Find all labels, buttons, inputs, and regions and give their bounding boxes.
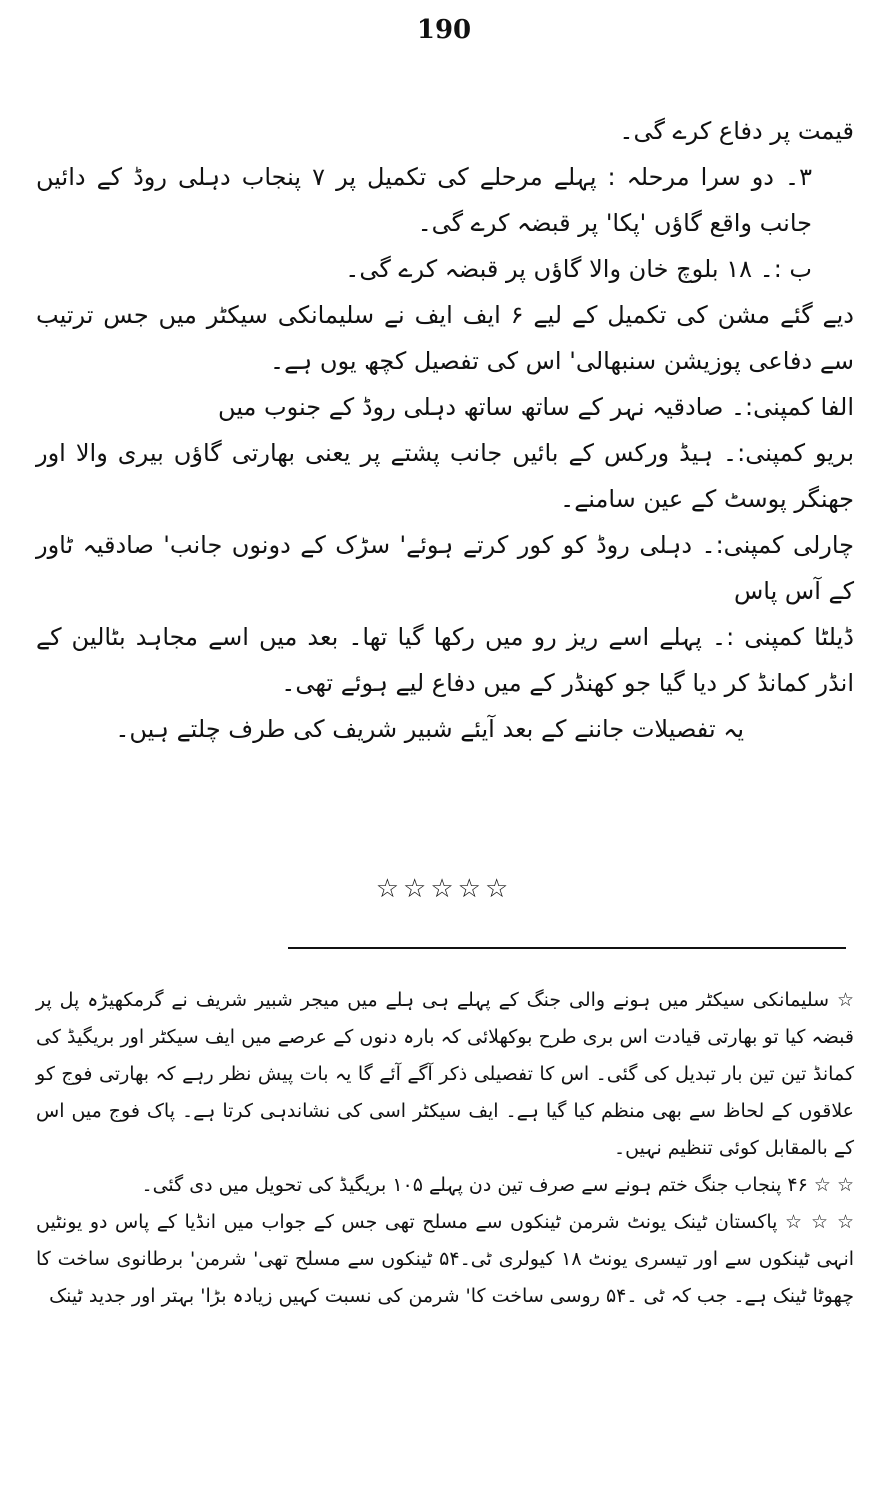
page-number: 190 [416,15,472,45]
paragraph-delta-company: ڈیلٹا کمپنی :۔ پہلے اسے ریز رو میں رکھا گیا تھا۔ بعد میں اسے مجاہد بٹالین کے انڈر کمانڈ کر دیا گیا جو کھنڈر کے میں دفاع لیے ہوئے تھی۔ [36,623,854,697]
paragraph-alpha-company: الفا کمپنی:۔ صادقیہ نہر کے ساتھ ساتھ دہلی روڈ کے جنوب میں [218,393,854,421]
paragraph-defense-price: قیمت پر دفاع کرے گی۔ [619,117,854,145]
paragraph-defensive-positions: دیے گئے مشن کی تکمیل کے لیے ۶ ایف ایف نے سلیمانکی سیکٹر میں جس ترتیب سے دفاعی پوزیشن سنبھالی' اس کی تفصیل کچھ یوں ہے۔ [36,301,854,375]
section-break-stars: ☆☆☆☆☆ [375,874,513,904]
footnote-2: ☆ ☆ ۴۶ پنجاب جنگ ختم ہونے سے صرف تین دن پہلے ۱۰۵ بریگیڈ کی تحویل میں دی گئی۔ [141,1174,854,1196]
paragraph-second-phase: ۳۔ دو سرا مرحلہ : پہلے مرحلے کی تکمیل پر ۷ پنجاب دہلی روڈ کے دائیں جانب واقع گاؤں 'پکا' پر قبضہ کرے گی۔ [36,163,812,237]
main-text [36,108,854,752]
paragraph-closing: یہ تفصیلات جاننے کے بعد آیئے شبیر شریف کی طرف چلتے ہیں۔ [115,715,744,743]
paragraph-baloch-village: ب :۔ ۱۸ بلوچ خان والا گاؤں پر قبضہ کرے گی۔ [345,255,812,283]
paragraph-bravo-company: بریو کمپنی:۔ ہیڈ ورکس کے بائیں جانب پشتے پر یعنی بھارتی گاؤں بیری والا اور جھنگر پوسٹ کے عین سامنے۔ [36,439,854,513]
footnotes [36,982,854,1315]
footnote-divider [288,947,846,949]
footnote-3: ☆ ☆ ☆ پاکستان ٹینک یونٹ شرمن ٹینکوں سے مسلح تھی جس کے جواب میں انڈیا کے پاس دو یونٹیں انہی ٹینکوں سے اور تیسری یونٹ ۱۸ کیولری ٹی۔۵۴ ٹینکوں سے مسلح تھی' شرمن' برطانوی ساخت کا چھوٹا ٹینک ہے۔ جب کہ ٹی ۔۵۴ روسی ساخت کا' شرمن کی نسبت کہیں زیادہ بڑا' بہتر اور جدید ٹینک [36,1211,855,1307]
footnote-1: ☆ سلیمانکی سیکٹر میں ہونے والی جنگ کے پہلے ہی ہلے میں میجر شبیر شریف نے گرمکھیڑہ پل پر قبضہ کیا تو بھارتی قیادت اس بری طرح بوکھلائی کہ بارہ دنوں کے عرصے میں ایف سیکٹر اور بریگیڈ کی کمانڈ تین تین بار تبدیل کی گئی۔ اس کا تفصیلی ذکر آگے آئے گا یہ بات پیش نظر رہے کہ بھارتی فوج کو علاقوں کے لحاظ سے بھی منظم کیا گیا ہے۔ ایف سیکٹر اسی کی نشاندہی کرتا ہے۔ پاک فوج میں اس کے بالمقابل کوئی تنظیم نہیں۔ [36,989,854,1159]
paragraph-charlie-company: چارلی کمپنی:۔ دہلی روڈ کو کور کرتے ہوئے' سڑک کے دونوں جانب' صادقیہ ٹاور کے آس پاس [36,531,854,605]
